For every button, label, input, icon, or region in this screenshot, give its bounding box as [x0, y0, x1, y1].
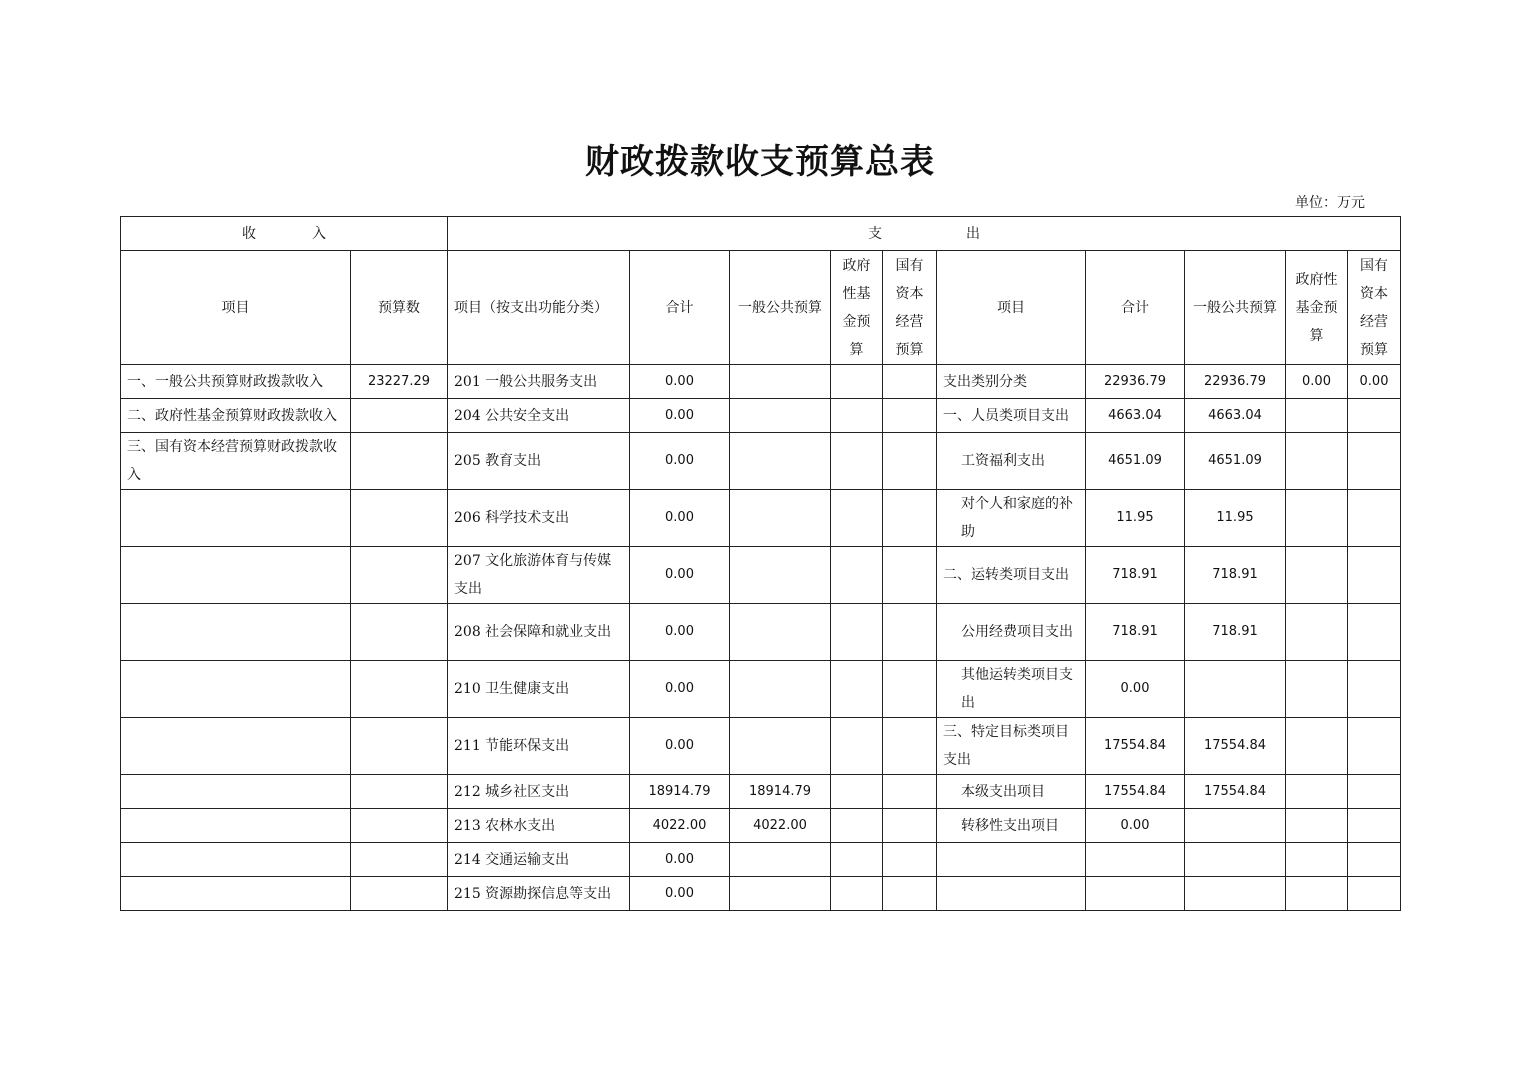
income-item-cell	[121, 490, 351, 547]
category-state-capital-cell	[1348, 433, 1401, 490]
category-state-capital-cell	[1348, 718, 1401, 775]
category-state-capital-cell	[1348, 775, 1401, 809]
func-total-cell: 0.00	[630, 877, 730, 911]
category-gov-fund-cell	[1286, 399, 1348, 433]
func-item-cell: 208 社会保障和就业支出	[448, 604, 630, 661]
func-general-cell	[730, 433, 831, 490]
income-budget-cell	[351, 547, 448, 604]
category-item-cell: 其他运转类项目支出	[937, 661, 1086, 718]
income-item-cell: 二、政府性基金预算财政拨款收入	[121, 399, 351, 433]
func-gov-fund-cell	[831, 809, 883, 843]
col-header-general: 一般公共预算	[730, 251, 831, 365]
func-item-cell: 211 节能环保支出	[448, 718, 630, 775]
income-section-header: 收 入	[121, 217, 448, 251]
category-state-capital-cell	[1348, 547, 1401, 604]
income-budget-cell	[351, 809, 448, 843]
category-total-cell: 22936.79	[1086, 365, 1185, 399]
category-total-cell: 4651.09	[1086, 433, 1185, 490]
category-state-capital-cell	[1348, 604, 1401, 661]
func-state-capital-cell	[883, 661, 937, 718]
func-total-cell: 4022.00	[630, 809, 730, 843]
income-item-cell	[121, 877, 351, 911]
category-gov-fund-cell	[1286, 547, 1348, 604]
func-item-cell: 206 科学技术支出	[448, 490, 630, 547]
category-total-cell: 17554.84	[1086, 718, 1185, 775]
category-item-cell: 支出类别分类	[937, 365, 1086, 399]
category-general-cell: 4651.09	[1185, 433, 1286, 490]
category-item-cell: 三、特定目标类项目支出	[937, 718, 1086, 775]
func-total-cell: 0.00	[630, 365, 730, 399]
table-row	[121, 809, 1401, 843]
func-item-cell: 204 公共安全支出	[448, 399, 630, 433]
category-state-capital-cell	[1348, 661, 1401, 718]
func-gov-fund-cell	[831, 365, 883, 399]
category-item-cell	[937, 877, 1086, 911]
func-total-cell: 0.00	[630, 399, 730, 433]
category-general-cell: 4663.04	[1185, 399, 1286, 433]
category-total-cell: 718.91	[1086, 547, 1185, 604]
category-general-cell: 17554.84	[1185, 718, 1286, 775]
func-general-cell	[730, 604, 831, 661]
category-gov-fund-cell	[1286, 843, 1348, 877]
category-general-cell: 718.91	[1185, 547, 1286, 604]
category-item-cell: 对个人和家庭的补助	[937, 490, 1086, 547]
col-header-general2: 一般公共预算	[1185, 251, 1286, 365]
category-state-capital-cell	[1348, 399, 1401, 433]
category-total-cell: 17554.84	[1086, 775, 1185, 809]
table-row	[121, 843, 1401, 877]
income-item-cell	[121, 547, 351, 604]
column-header-row	[121, 251, 1401, 365]
unit-label: 单位：万元	[1295, 195, 1365, 211]
func-gov-fund-cell	[831, 877, 883, 911]
func-gov-fund-cell	[831, 843, 883, 877]
func-gov-fund-cell	[831, 547, 883, 604]
category-general-cell	[1185, 877, 1286, 911]
table-row	[121, 661, 1401, 718]
table-row	[121, 775, 1401, 809]
func-general-cell	[730, 877, 831, 911]
section-header-row	[121, 217, 1401, 251]
func-general-cell	[730, 843, 831, 877]
income-budget-cell	[351, 490, 448, 547]
category-item-cell: 工资福利支出	[937, 433, 1086, 490]
func-item-cell: 201 一般公共服务支出	[448, 365, 630, 399]
func-general-cell: 4022.00	[730, 809, 831, 843]
func-gov-fund-cell	[831, 661, 883, 718]
func-gov-fund-cell	[831, 399, 883, 433]
table-row	[121, 399, 1401, 433]
category-gov-fund-cell	[1286, 718, 1348, 775]
func-total-cell: 0.00	[630, 604, 730, 661]
category-gov-fund-cell	[1286, 775, 1348, 809]
func-total-cell: 0.00	[630, 843, 730, 877]
func-state-capital-cell	[883, 365, 937, 399]
category-gov-fund-cell: 0.00	[1286, 365, 1348, 399]
table-row	[121, 877, 1401, 911]
category-item-cell: 转移性支出项目	[937, 809, 1086, 843]
category-total-cell: 4663.04	[1086, 399, 1185, 433]
table-row	[121, 365, 1401, 399]
col-header-state-capital2: 国有资本经营预算	[1348, 251, 1401, 365]
income-item-cell	[121, 775, 351, 809]
func-general-cell	[730, 399, 831, 433]
category-total-cell	[1086, 877, 1185, 911]
col-header-gov-fund: 政府性基金预算	[831, 251, 883, 365]
category-total-cell: 0.00	[1086, 809, 1185, 843]
category-total-cell	[1086, 843, 1185, 877]
func-item-cell: 215 资源勘探信息等支出	[448, 877, 630, 911]
table-row	[121, 433, 1401, 490]
page-title: 财政拨款收支预算总表	[585, 142, 935, 182]
category-gov-fund-cell	[1286, 604, 1348, 661]
func-gov-fund-cell	[831, 604, 883, 661]
category-gov-fund-cell	[1286, 433, 1348, 490]
category-state-capital-cell: 0.00	[1348, 365, 1401, 399]
income-budget-cell	[351, 843, 448, 877]
func-state-capital-cell	[883, 490, 937, 547]
category-item-cell: 公用经费项目支出	[937, 604, 1086, 661]
category-general-cell	[1185, 661, 1286, 718]
col-header-state-capital: 国有资本经营预算	[883, 251, 937, 365]
category-gov-fund-cell	[1286, 661, 1348, 718]
func-total-cell: 0.00	[630, 433, 730, 490]
func-item-cell: 214 交通运输支出	[448, 843, 630, 877]
category-general-cell: 11.95	[1185, 490, 1286, 547]
func-total-cell: 0.00	[630, 547, 730, 604]
category-gov-fund-cell	[1286, 490, 1348, 547]
income-budget-cell	[351, 399, 448, 433]
income-item-cell	[121, 661, 351, 718]
table-row	[121, 718, 1401, 775]
func-total-cell: 18914.79	[630, 775, 730, 809]
category-item-cell	[937, 843, 1086, 877]
col-header-total2: 合计	[1086, 251, 1185, 365]
category-state-capital-cell	[1348, 809, 1401, 843]
income-budget-cell	[351, 775, 448, 809]
func-general-cell	[730, 547, 831, 604]
func-total-cell: 0.00	[630, 661, 730, 718]
income-budget-cell	[351, 877, 448, 911]
func-item-cell: 210 卫生健康支出	[448, 661, 630, 718]
col-header-item: 项目	[121, 251, 351, 365]
func-state-capital-cell	[883, 877, 937, 911]
func-general-cell	[730, 490, 831, 547]
func-item-cell: 207 文化旅游体育与传媒支出	[448, 547, 630, 604]
income-item-cell	[121, 809, 351, 843]
income-item-cell	[121, 604, 351, 661]
func-general-cell: 18914.79	[730, 775, 831, 809]
category-state-capital-cell	[1348, 490, 1401, 547]
category-item-cell: 一、人员类项目支出	[937, 399, 1086, 433]
category-general-cell	[1185, 843, 1286, 877]
income-budget-cell	[351, 661, 448, 718]
income-budget-cell: 23227.29	[351, 365, 448, 399]
func-gov-fund-cell	[831, 718, 883, 775]
table-row	[121, 490, 1401, 547]
func-state-capital-cell	[883, 547, 937, 604]
func-state-capital-cell	[883, 433, 937, 490]
category-gov-fund-cell	[1286, 877, 1348, 911]
func-state-capital-cell	[883, 843, 937, 877]
income-item-cell: 一、一般公共预算财政拨款收入	[121, 365, 351, 399]
func-general-cell	[730, 661, 831, 718]
func-state-capital-cell	[883, 718, 937, 775]
func-state-capital-cell	[883, 809, 937, 843]
func-state-capital-cell	[883, 399, 937, 433]
func-item-cell: 213 农林水支出	[448, 809, 630, 843]
col-header-gov-fund2: 政府性基金预算	[1286, 251, 1348, 365]
income-budget-cell	[351, 433, 448, 490]
category-total-cell: 11.95	[1086, 490, 1185, 547]
category-item-cell: 二、运转类项目支出	[937, 547, 1086, 604]
func-state-capital-cell	[883, 604, 937, 661]
category-item-cell: 本级支出项目	[937, 775, 1086, 809]
col-header-item2: 项目	[937, 251, 1086, 365]
category-general-cell: 718.91	[1185, 604, 1286, 661]
col-header-total: 合计	[630, 251, 730, 365]
income-item-cell: 三、国有资本经营预算财政拨款收入	[121, 433, 351, 490]
category-general-cell: 22936.79	[1185, 365, 1286, 399]
category-gov-fund-cell	[1286, 809, 1348, 843]
income-item-cell	[121, 718, 351, 775]
func-total-cell: 0.00	[630, 718, 730, 775]
func-total-cell: 0.00	[630, 490, 730, 547]
category-general-cell: 17554.84	[1185, 775, 1286, 809]
budget-table	[120, 216, 1401, 911]
col-header-func-item: 项目（按支出功能分类）	[448, 251, 630, 365]
category-state-capital-cell	[1348, 877, 1401, 911]
col-header-budget: 预算数	[351, 251, 448, 365]
func-gov-fund-cell	[831, 490, 883, 547]
func-item-cell: 212 城乡社区支出	[448, 775, 630, 809]
func-state-capital-cell	[883, 775, 937, 809]
income-budget-cell	[351, 718, 448, 775]
expense-section-header: 支 出	[448, 217, 1401, 251]
func-item-cell: 205 教育支出	[448, 433, 630, 490]
category-state-capital-cell	[1348, 843, 1401, 877]
income-budget-cell	[351, 604, 448, 661]
table-row	[121, 547, 1401, 604]
category-general-cell	[1185, 809, 1286, 843]
func-general-cell	[730, 718, 831, 775]
income-item-cell	[121, 843, 351, 877]
func-gov-fund-cell	[831, 433, 883, 490]
category-total-cell: 0.00	[1086, 661, 1185, 718]
func-general-cell	[730, 365, 831, 399]
table-row	[121, 604, 1401, 661]
func-gov-fund-cell	[831, 775, 883, 809]
category-total-cell: 718.91	[1086, 604, 1185, 661]
